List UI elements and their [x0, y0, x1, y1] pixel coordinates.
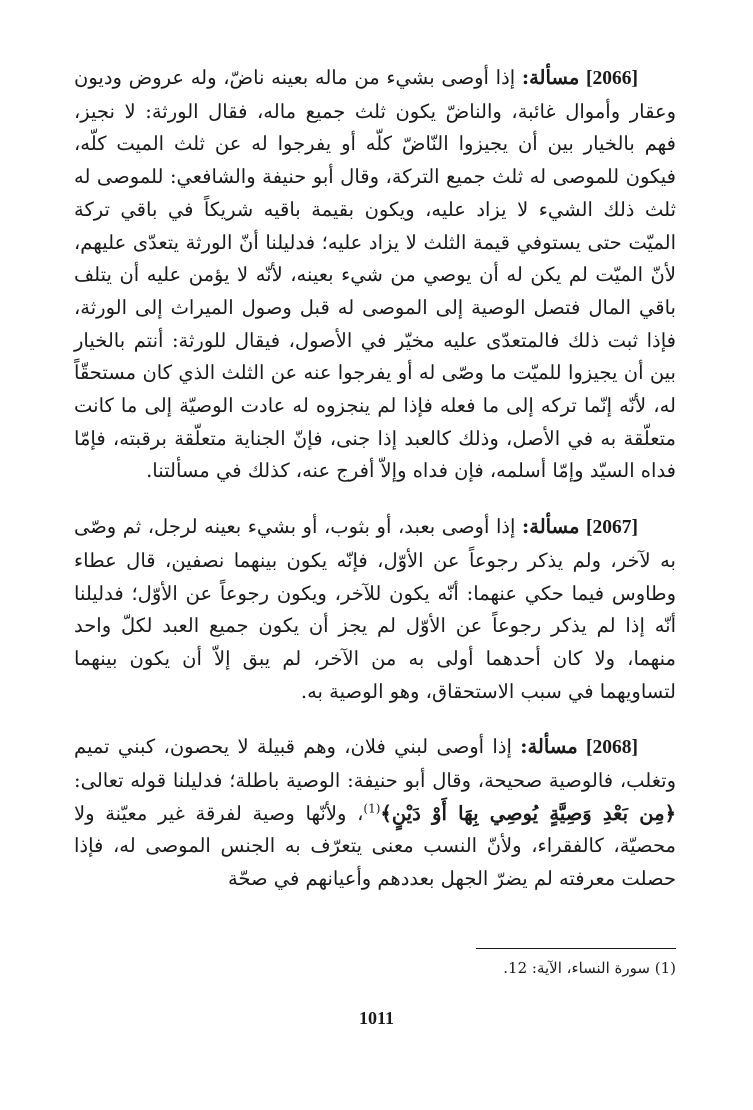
- paragraph-2067: [74, 511, 676, 708]
- issue-label: مسألة:: [520, 735, 578, 759]
- quran-quote: ﴿مِن بَعْدِ وَصِيَّةٍ يُوصِي بِهَا أَوْ دَيْنٍ﴾: [380, 801, 676, 825]
- issue-number: [2066]: [586, 68, 638, 89]
- issue-number: [2067]: [586, 517, 638, 539]
- page-body: [74, 62, 676, 896]
- paragraph-2066: [74, 62, 676, 488]
- footnote-divider: [476, 948, 676, 949]
- issue-label: مسألة:: [522, 515, 580, 539]
- paragraph-text-continued: ، ولأنّها وصية لفرقة غير معيّنة ولا محصيّة، كالفقراء، ولأنّ النسب معنى يتعرّف به الجنس الموصى له، فإذا حصلت معرفته لم يضرّ الجهل بعددهم وأعيانهم في صحّة: [74, 801, 676, 891]
- paragraph-2068: [74, 731, 676, 896]
- paragraph-text: إذا أوصى بعبد، أو بثوب، أو بشيء بعينه لرجل، ثم وصّى به لآخر، ولم يذكر رجوعاً عن الأوّل، فإنّه يكون بينهما نصفين، قال عطاء وطاوس فيما حكي عنهما: أنّه يكون للآخر، ويكون رجوعاً عن الأوّل؛ فدليلنا أنّه إذا لم يذكر رجوعاً عن الأوّل لم يجز أن يكون جميع العبد لكلّ واحد منهما، ولا كان أحدهما أولى به من الآخر، لم يبق إلاّ أن يكون بينهما لتساويهما في سبب الاستحقاق، وهو الوصية به.: [74, 515, 676, 703]
- paragraph-text: إذا أوصى بشيء من ماله بعينه ناضّ، وله عروض وديون وعقار وأموال غائبة، والناضّ يكون ثلث جميع ماله، فقال الورثة: لا نجيز، فهم بالخيار بين أن يجيزوا النّاضّ كلّه أو يفرجوا له عن ثلث الميت كلّه، فيكون للموصى له ثلث جميع التركة، وقال أبو حنيفة والشافعي: للموصى له ثلث ذلك الشيء لا يزاد عليه، ويكون بقيمة باقيه شريكاً في باقي تركة الميّت حتى يستوفي قيمة الثلث لا يزاد عليه؛ فدليلنا أنّ الورثة يتعدّى عليهم، لأنّ الميّت لم يكن له أن يوصي من شيء بعينه، لأنّه لا يؤمن عليه أن يتلف باقي المال فتصل الوصية إلى الموصى له قبل وصول الميراث إلى الورثة، فإذا ثبت ذلك فالمتعدّى عليه مخيّر في الأصول، فيقال للورثة: أنتم بالخيار بين أن يجيزوا للميّت ما وصّى له أو يفرجوا عنه عن الثلث الذي كان مستحقّاً له، لأنّه إنّما تركه إلى ما فعله فإذا لم ينجزوه له عادت الوصيّة إلى ما كانت متعلّقة به في الأصل، وذلك كالعبد إذا جنى، فإنّ الجناية متعلّقة برقبته، فإمّا فداه السيّد وإمّا أسلمه، فإن فداه وإلاّ أفرج عنه، كذلك في مسألتنا.: [74, 66, 676, 483]
- footnote-reference[interactable]: (1): [363, 801, 381, 816]
- issue-number: [2068]: [586, 737, 639, 759]
- paragraph-text: إذا أوصى لبني فلان، وهم قبيلة لا يحصون، كبني تميم وتغلب، فالوصية صحيحة، وقال أبو حنيفة: الوصية باطلة؛ فدليلنا قوله تعالى:: [74, 735, 676, 793]
- page-number: 1011: [358, 1008, 394, 1028]
- footnote: (1) سورة النساء، الآية: 12.: [503, 959, 676, 977]
- issue-label: مسألة:: [521, 66, 580, 89]
